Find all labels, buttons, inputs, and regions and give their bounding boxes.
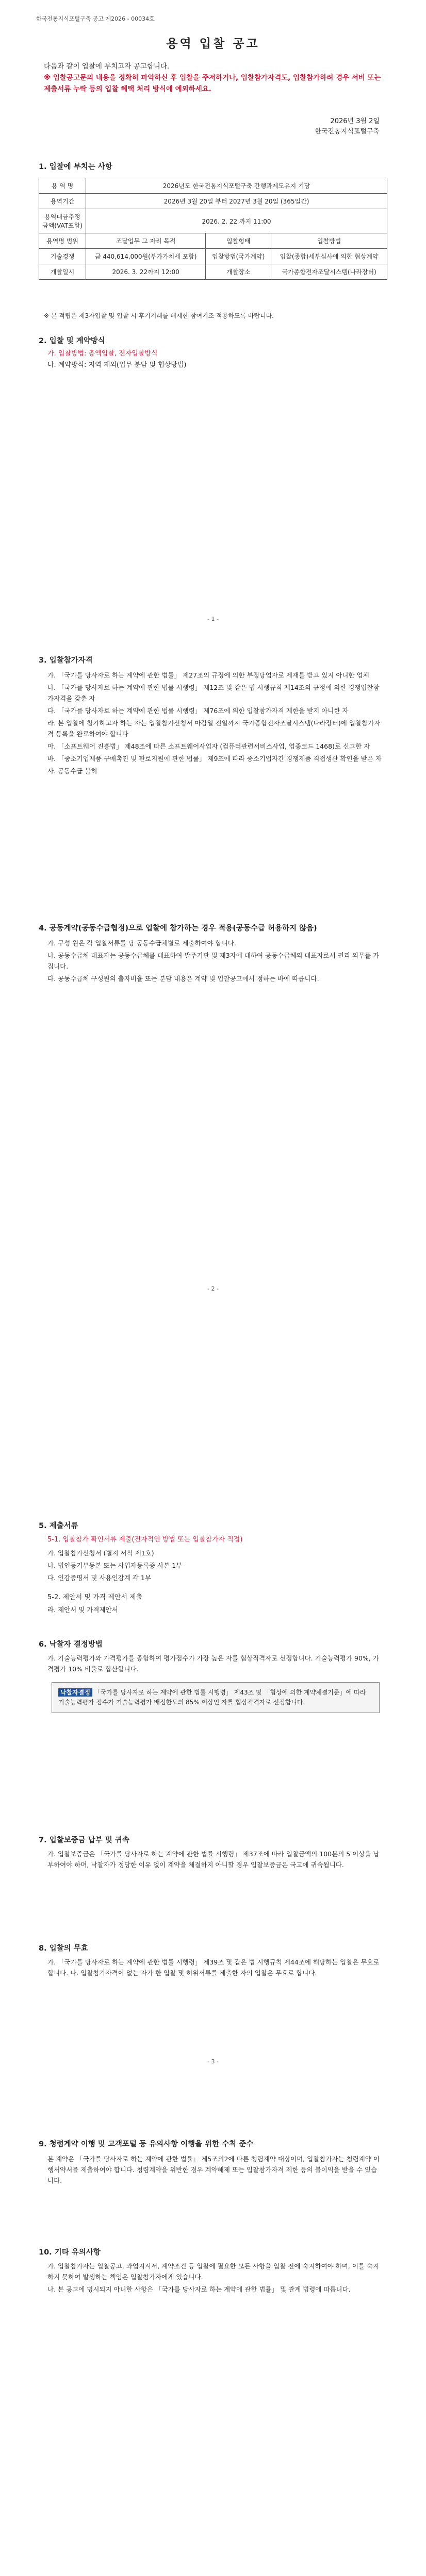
section-9-heading: 9. 청렴계약 이행 및 고객포털 등 유의사항 이행을 위한 수칙 준수 xyxy=(39,2140,254,2148)
list-item: 다. 「국가를 당사자로 하는 계약에 관한 법률 시행령」 제76조에 의한 입찰참가자격 제한을 받지 아니한 자 xyxy=(47,707,349,715)
section-9-text: 본 계약은 「국가를 당사자로 하는 계약에 관한 법률」 제5조의2에 따른 청렴계약 대상이며, 입찰참가자는 청렴계약 이행서약서를 제출하여야 합니다. 청렴계약을 위반한 경우 계약해제 또는 입찰참가자격 제한 등의 불이익을 받을 수 있습니다. xyxy=(47,2155,380,2184)
section-1-heading: 1. 입찰에 부치는 사항 xyxy=(39,163,112,171)
intro-line: 다음과 같이 입찰에 부치고자 공고합니다. xyxy=(44,62,170,71)
award-box xyxy=(52,1682,380,1713)
cell: 기술경쟁 xyxy=(39,249,86,264)
row-value: 2026. 2. 22 까지 11:00 xyxy=(86,209,387,233)
subhead-cell: 용역명 범위 xyxy=(39,233,86,249)
section-8-text: 가. 「국가를 당사자로 하는 계약에 관한 법률 시행령」 제39조 및 같은 법 시행규칙 제44조에 해당하는 입찰은 무효로 합니다. 나. 입찰참가자격이 없는 자가 한 입찰 및 허위서류를 제출한 자의 입찰은 무효로 합니다. xyxy=(47,1958,380,1977)
section-2-b: 나. 계약방식: 지역 제외(업무 분담 및 협상방법) xyxy=(47,361,187,369)
section-7-text: 가. 입찰보증금은 「국가를 당사자로 하는 계약에 관한 법률 시행령」 제37조에 따라 입찰금액의 100분의 5 이상을 납부하여야 하며, 낙찰자가 정당한 이유 없이 계약을 체결하지 아니할 경우 입찰보증금은 국고에 귀속됩니다. xyxy=(47,1850,380,1869)
award-tag: 낙찰자결정 xyxy=(58,1688,92,1697)
row-key: 용역기간 xyxy=(39,194,86,209)
page-title: 용역 입찰 공고 xyxy=(166,37,260,50)
cell: 2026. 3. 22까지 12:00 xyxy=(86,264,206,280)
page-1 xyxy=(0,0,426,634)
award-text: 「국가를 당사자로 하는 계약에 관한 법률 시행령」 제43조 및 「협상에 의한 계약체결기준」에 따라 기술능력평가 점수가 기술능력평가 배점한도의 85% 이상인 자를 협상적격자로 선정합니다. xyxy=(58,1689,366,1706)
section-6-heading: 6. 낙찰자 결정방법 xyxy=(39,1640,103,1649)
section-5-item-d xyxy=(47,1604,383,1617)
subhead-cell: 입찰형태 xyxy=(206,233,271,249)
list-item: 라. 본 입찰에 참가하고자 하는 자는 입찰참가신청서 마감일 전일까지 국가종합전자조달시스템(나라장터)에 입찰참가자격 등록을 완료하여야 합니다 xyxy=(47,719,381,738)
list-item: 나. 법인등기부등본 또는 사업자등록증 사본 1부 xyxy=(47,1562,183,1569)
page-number: - 1 - xyxy=(207,616,219,622)
page-4 xyxy=(0,2076,426,2576)
row-value: 2026년 3월 20일 부터 2027년 3월 20일 (365일간) xyxy=(86,194,387,209)
list-item: 라. 제안서 및 가격제안서 xyxy=(47,1606,118,1614)
section-3-heading: 3. 입찰참가자격 xyxy=(39,656,93,665)
section-7-heading: 7. 입찰보증금 납부 및 귀속 xyxy=(39,1836,129,1844)
subhead-cell: 조달업무 그 자리 목적 xyxy=(86,233,206,249)
page-number: - 3 - xyxy=(207,2058,219,2065)
cell: 입찰(종합)세부심사에 의한 협상계약 xyxy=(271,249,387,264)
section-5-a: 5-1. 입찰참가 확인서류 제출(전자적인 방법 또는 입찰참가자 직접) xyxy=(47,1536,243,1544)
list-item: 다. 인감증명서 및 사용인감계 각 1부 xyxy=(47,1574,151,1582)
row-key: 용 역 명 xyxy=(39,178,86,194)
row-key: 용역대금추정금액(VAT포함) xyxy=(39,209,86,233)
list-item: 나. 공동수급체 대표자는 공동수급체를 대표하여 발주기관 및 제3자에 대하여 공동수급체의 대표자로서 권리 의무를 가집니다. xyxy=(47,952,380,970)
section-2-heading: 2. 입찰 및 계약방식 xyxy=(39,337,105,345)
issuer: 한국전통지식포털구축 xyxy=(315,128,380,135)
list-item: 바. 「중소기업제품 구매촉진 및 판로지원에 관한 법률」 제9조에 따라 중소기업자간 경쟁제품 직접생산 확인을 받은 자 xyxy=(47,755,382,762)
page-number: - 2 - xyxy=(207,1285,219,1292)
intro xyxy=(44,61,384,95)
section-5-list xyxy=(47,1548,383,1585)
notice-text: ※ 본 적립은 제3자입찰 및 입찰 시 후기거래를 배제한 참여기조 적용하도록 바랍니다. xyxy=(44,312,274,319)
cell: 개찰장소 xyxy=(206,264,271,280)
section-4-list xyxy=(47,938,383,986)
notice-date: 2026년 3월 2일 xyxy=(330,117,380,125)
list-item: 가. 구성 원은 각 입찰서류를 당 공동수급체별로 제출하여야 합니다. xyxy=(47,939,236,947)
section-2-a: 가. 입찰방법: 총액입찰, 전자입찰방식 xyxy=(47,350,158,358)
section-5-b: 5-2. 제안서 및 가격 제안서 제출 xyxy=(47,1594,143,1601)
cell: 입찰방법(국가계약) xyxy=(206,249,271,264)
cell: 개찰일시 xyxy=(39,264,86,280)
section-10-list xyxy=(47,2261,383,2296)
cell-amount: 금 440,614,000원(부가가치세 포함) xyxy=(86,249,206,264)
list-item: 마. 「소프트웨어 진흥법」 제48조에 따른 소프트웨어사업자 (컴퓨터관련서비스사업, 업종코드 1468)로 신고한 자 xyxy=(47,742,370,750)
list-item: 나. 본 공고에 명시되지 아니한 사항은 「국가를 당사자로 하는 계약에 관한 법률」 및 관계 법령에 따릅니다. xyxy=(47,2285,351,2293)
list-item: 가. 「국가를 당사자로 하는 계약에 관한 법률」 제27조의 규정에 의한 부정당업자로 제재를 받고 있지 아니한 업체 xyxy=(47,671,369,679)
section-10-heading: 10. 기타 유의사항 xyxy=(39,2248,101,2257)
intro-warning: ※ 입찰공고문의 내용을 정확히 파악하신 후 입찰을 주저하거나, 입찰참가자격도, 입찰참가하려 경우 서비 또는 제출서류 누락 등의 입찰 헤택 처리 방식에 예외하세요. xyxy=(44,74,381,93)
list-item: 가. 입찰참가신청서 (별지 서식 제1호) xyxy=(47,1549,154,1557)
list-item: 사. 공동수급 불허 xyxy=(47,767,97,775)
page-3 xyxy=(0,1303,426,2076)
section-4-heading: 4. 공동계약(공동수급협정)으로 입찰에 참가하는 경우 적용(공동수급 허용하지 않음) xyxy=(39,924,317,933)
list-item: 다. 공동수급체 구성원의 출자비율 또는 분담 내용은 계약 및 입찰공고에서 정하는 바에 따릅니다. xyxy=(47,975,319,982)
list-item: 가. 입찰참가자는 입찰공고, 과업지시서, 계약조건 등 입찰에 필요한 모든 사항을 입찰 전에 숙지하여야 하며, 이를 숙지하지 못하여 발생하는 책임은 입찰참가자에게 있습니다. xyxy=(47,2262,380,2281)
section-5-heading: 5. 제출서류 xyxy=(39,1522,78,1530)
row-value: 2026년도 한국전통지식포털구축 간행과제도유지 기당 xyxy=(86,178,387,194)
section-6-text: 가. 기술능력평가와 가격평가를 종합하여 평가점수가 가장 높은 자를 협상적격자로 선정합니다. 기술능력평가 90%, 가격평가 10% 비율로 합산합니다. xyxy=(47,1654,379,1673)
date-block xyxy=(315,116,380,137)
cell: 국가종합전자조달시스템(나라장터) xyxy=(271,264,387,280)
subhead-cell: 입찰방법 xyxy=(271,233,387,249)
header-ref: 한국전통지식포털구축 공고 제2026 - 00034호 xyxy=(36,15,155,22)
section-8-heading: 8. 입찰의 무효 xyxy=(39,1944,88,1953)
bid-info-table xyxy=(39,178,387,280)
page-2 xyxy=(0,634,426,1303)
section-3-list xyxy=(47,670,383,778)
list-item: 나. 「국가를 당사자로 하는 계약에 관한 법률 시행령」 제12조 및 같은 법 시행규칙 제14조의 규정에 의한 경쟁입찰참가자격을 갖춘 자 xyxy=(47,684,380,702)
